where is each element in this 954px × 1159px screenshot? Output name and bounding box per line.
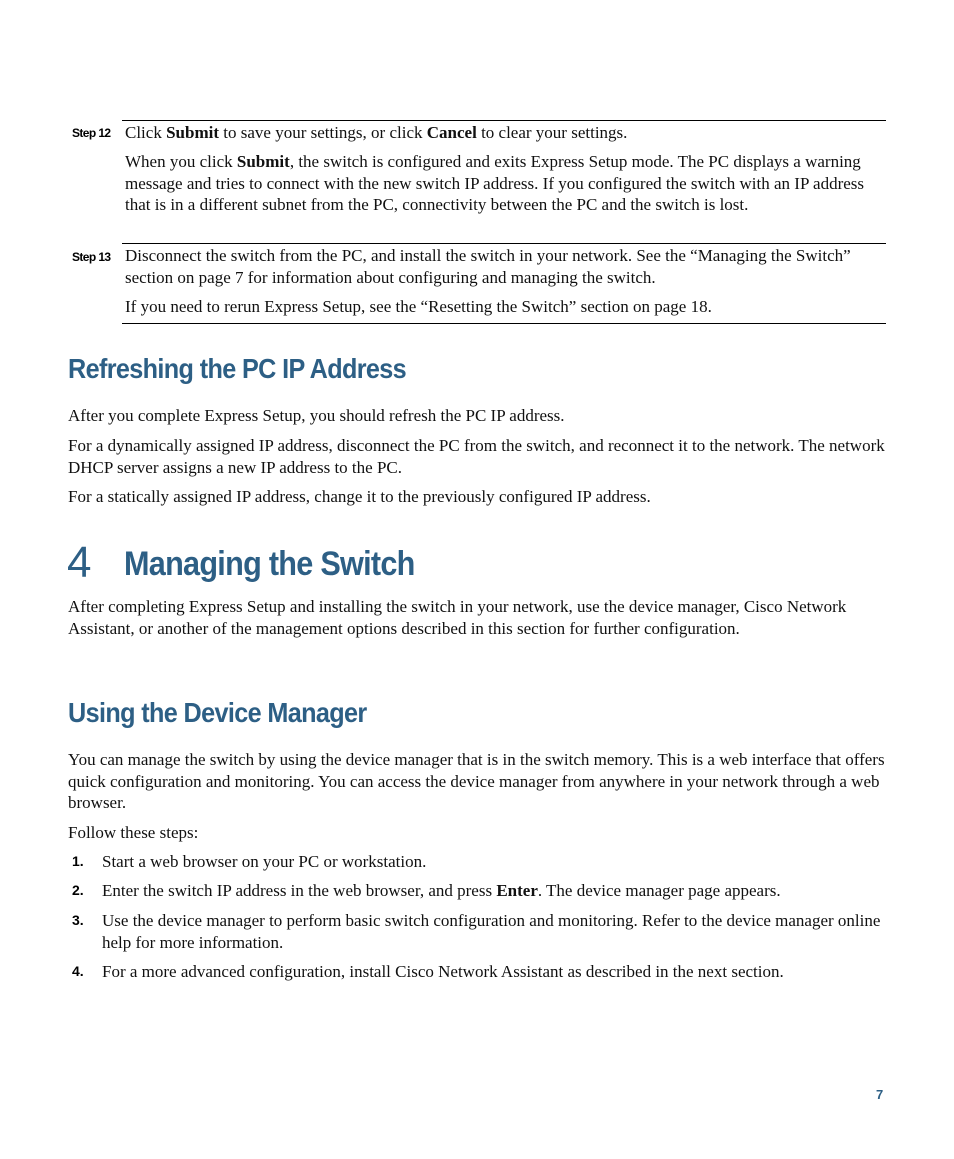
step-12-top-rule (122, 120, 886, 121)
managing-heading: Managing the Switch (124, 545, 415, 583)
refresh-heading: Refreshing the PC IP Address (68, 353, 407, 384)
list-item: Enter the switch IP address in the web browser, and press Enter. The device manager page appears. (102, 881, 781, 900)
section-number: 4 (67, 538, 92, 587)
device-manager-paragraph-2: Follow these steps: (68, 823, 199, 842)
refresh-paragraph-3: For a statically assigned IP address, change it to the previously configured IP address. (68, 487, 651, 506)
step-12-instruction: Click Submit to save your settings, or click Cancel to clear your settings. (125, 123, 628, 142)
managing-paragraph: After completing Express Setup and installing the switch in your network, use the device manager, Cisco Network Assistant, or another of the management options described in this section for further configuration. (68, 597, 847, 638)
list-item-number: 3. (72, 912, 84, 928)
page-number: 7 (876, 1087, 884, 1102)
list-item: Use the device manager to perform basic switch configuration and monitoring. Refer to the device manager online help for more information. (102, 911, 881, 952)
refresh-paragraph-2: For a dynamically assigned IP address, disconnect the PC from the switch, and reconnect it to the network. The network DHCP server assigns a new IP address to the PC. (68, 436, 885, 477)
step-12-label: Step 12 (72, 126, 111, 140)
step-13-bottom-rule (122, 323, 886, 324)
device-manager-paragraph-1: You can manage the switch by using the device manager that is in the switch memory. This is a web interface that offers quick configuration and monitoring. You can access the device manager from anywhere in your network through a web browser. (68, 750, 885, 812)
step-13-instruction: Disconnect the switch from the PC, and install the switch in your network. See the “Managing the Switch” section on page 7 for information about configuring and managing the switch. (125, 246, 851, 287)
list-item: Start a web browser on your PC or workstation. (102, 852, 427, 871)
step-12-result: When you click Submit, the switch is configured and exits Express Setup mode. The PC displays a warning message and tries to connect with the new switch IP address. If you configured the switch with an IP address that is in a different subnet from the PC, connectivity between the PC and the switch is lost. (125, 152, 865, 214)
refresh-paragraph-1: After you complete Express Setup, you should refresh the PC IP address. (68, 406, 565, 425)
list-item-number: 4. (72, 963, 84, 979)
list-item: For a more advanced configuration, install Cisco Network Assistant as described in the next section. (102, 962, 784, 981)
step-13-label: Step 13 (72, 250, 111, 264)
device-manager-heading: Using the Device Manager (68, 697, 367, 728)
list-item-number: 1. (72, 853, 84, 869)
list-item-number: 2. (72, 882, 84, 898)
step-13-top-rule (122, 243, 886, 244)
step-13-note: If you need to rerun Express Setup, see the “Resetting the Switch” section on page 18. (125, 297, 712, 316)
